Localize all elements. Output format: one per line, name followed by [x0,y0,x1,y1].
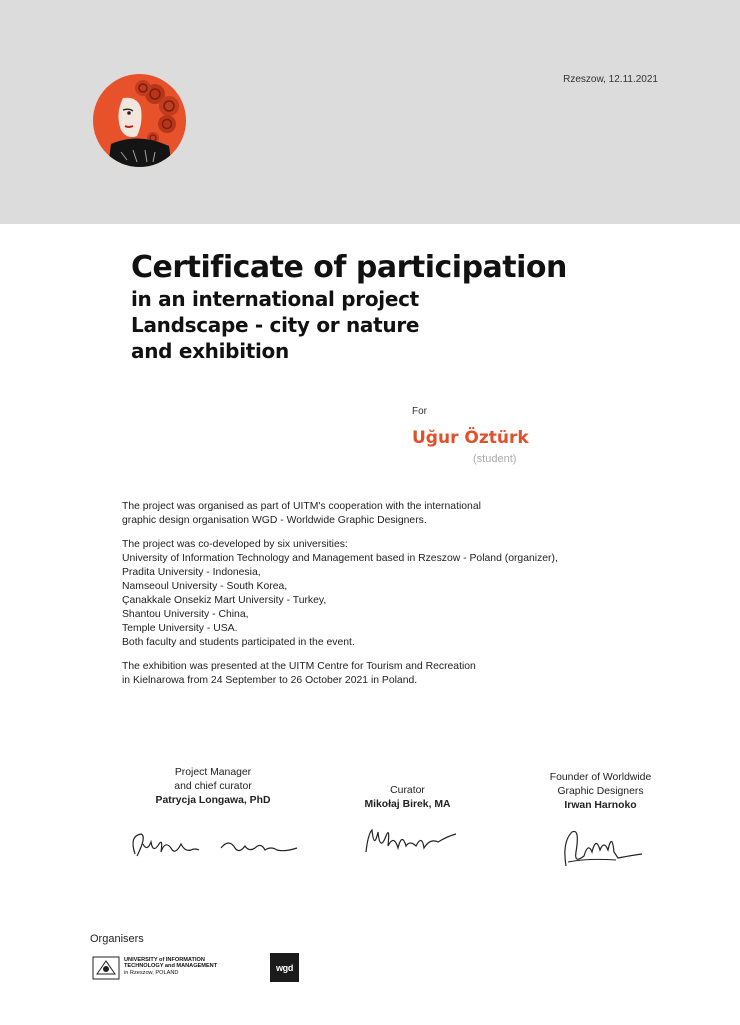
signatory-name: Mikołaj Birek, MA [364,799,451,810]
uitm-logo-line: in Rzeszow, POLAND [124,969,179,976]
body-line: Both faculty and students participated in the event. [122,637,355,648]
body-line: in Kielnarowa from 24 September to 26 October 2021 in Poland. [122,675,418,686]
body-line: Pradita University - Indonesia, [122,567,261,578]
certificate-title: Certificate of participation [131,250,567,285]
signature-block-curator [345,784,470,812]
signatory-role: Project Manager [174,767,252,778]
body-line: The project was co-developed by six universities: [122,539,348,550]
signatory-role: Graphic Designers [557,786,644,797]
body-paragraph [122,660,682,688]
signatory-role: Founder of Worldwide [549,772,652,783]
certificate-title-block [131,250,671,364]
signatory-role: Curator [390,785,425,796]
body-line: Temple University - USA. [122,623,238,634]
uitm-logo-text [124,957,217,976]
body-line: Çanakkale Onsekiz Mart University - Turkey, [122,595,327,606]
for-label: For [412,406,427,417]
recipient-role: (student) [473,453,517,465]
certificate-body [122,500,682,698]
body-paragraph [122,538,682,650]
signature-block-project-manager [128,766,298,808]
body-paragraph [122,500,682,528]
signature-mark [558,822,648,872]
signature-mark [360,822,460,862]
uitm-logo-line: UNIVERSITY of INFORMATION [124,957,205,963]
uitm-logo-line: TECHNOLOGY and MANAGEMENT [124,963,218,970]
body-line: Namseoul University - South Korea, [122,581,288,592]
project-title-line: Landscape - city or nature [131,313,420,337]
signature-mark [125,826,315,866]
red-haired-woman-illustration-icon [93,74,186,167]
project-title-line: and exhibition [131,339,289,363]
body-line: The project was organised as part of UITM's cooperation with the international [122,501,481,512]
signature-block-founder [528,771,673,813]
body-line: Shantou University - China, [122,609,249,620]
wgd-logo-text: wgd [275,962,294,973]
place-date: Rzeszow, 12.11.2021 [563,74,658,85]
body-line: The exhibition was presented at the UITM Centre for Tourism and Recreation [122,661,476,672]
wgd-logo [270,953,299,982]
university-crest-icon [92,956,120,980]
signatory-role: and chief curator [174,781,252,792]
body-line: University of Information Technology and Management based in Rzeszow - Poland (organizer), [122,553,558,564]
signatory-name: Irwan Harnoko [564,800,637,811]
organisers-label: Organisers [90,933,144,945]
project-title-line: in an international project [131,287,419,311]
recipient-name: Uğur Öztürk [412,428,529,448]
body-line: graphic design organisation WGD - Worldwide Graphic Designers. [122,515,427,526]
signatory-name: Patrycja Longawa, PhD [155,795,271,806]
